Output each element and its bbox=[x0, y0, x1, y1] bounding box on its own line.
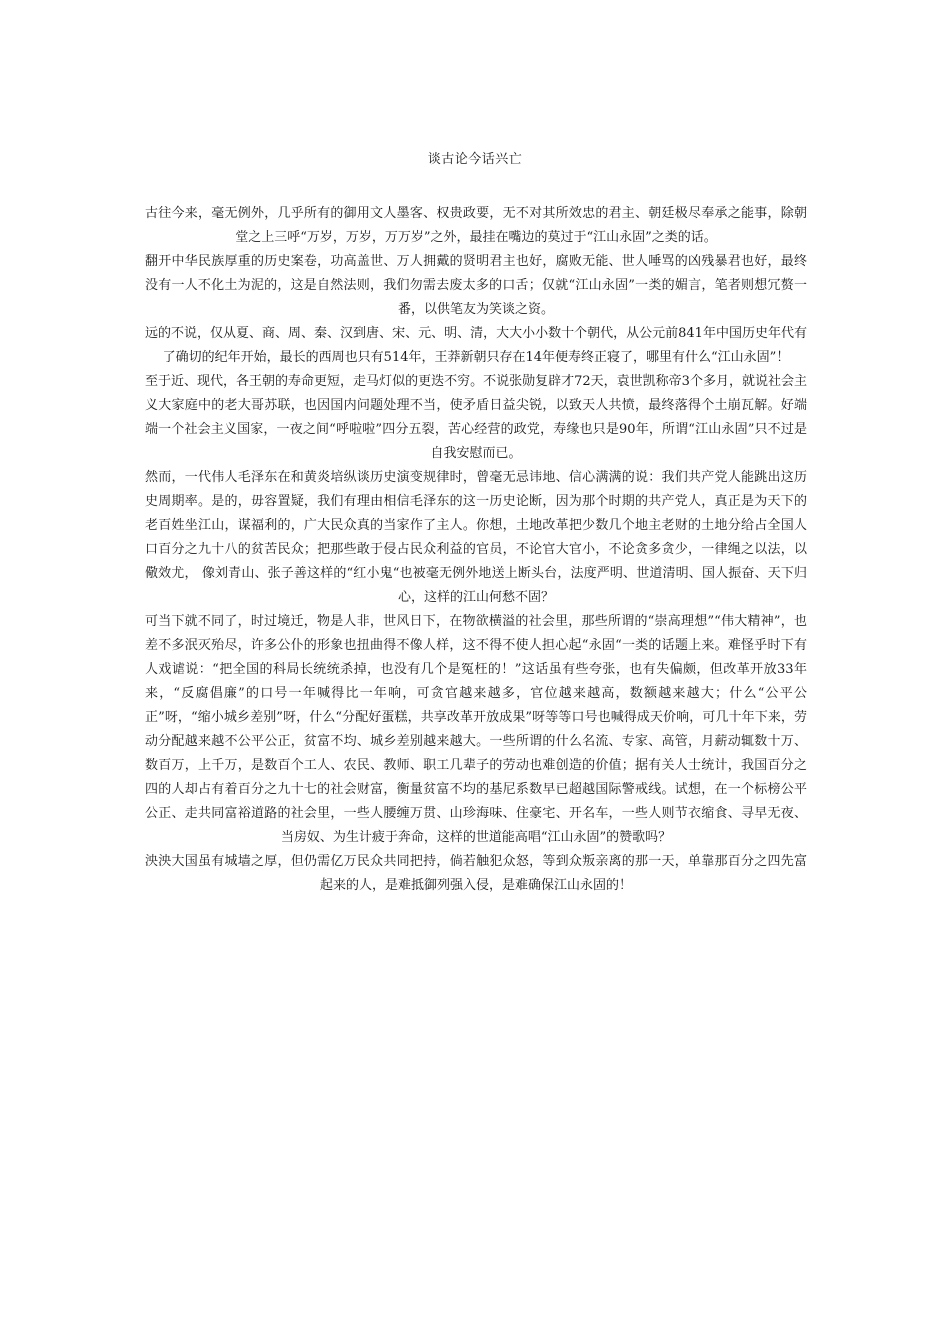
paragraph-4: 至于近、现代，各王朝的寿命更短，走马灯似的更迭不穷。不说张勋复辟才72天，袁世凯称帝3个多月，就说社会主义大家庭中的老大哥苏联，也因国内问题处理不当，使矛盾日益尖锐，以致天人共愤，最终落得个土崩瓦解。好端端一个社会主义国家，一夜之间“呼啦啦”四分五裂，苦心经营的政党，寿缘也只是90年，所谓“江山永固”只不过是自我安慰而已。 bbox=[145, 374, 807, 461]
paragraph-5: 然而，一代伟人毛泽东在和黄炎培纵谈历史演变规律时，曾毫无忌讳地、信心满满的说：我们共产党人能跳出这历史周期率。是的，毋容置疑，我们有理由相信毛泽东的这一历史论断，因为那个时期的共产党人，真正是为天下的老百姓坐江山，谋福利的，广大民众真的当家作了主人。你想，土地改革把少数几个地主老财的土地分给占全国人口百分之九十八的贫苦民众；把那些敢于侵占民众利益的官员，不论官大官小，不论贪多贪少，一律绳之以法，以儆效尤， 像刘青山、张子善这样的“红小鬼“也被毫无例外地送上断头台，法度严明、世道清明、国人振奋、天下归心，这样的江山何愁不固？ bbox=[145, 470, 807, 605]
paragraph-3: 远的不说，仅从夏、商、周、秦、汉到唐、宋、元、明、清，大大小小数十个朝代，从公元前841年中国历史年代有了确切的纪年开始，最长的西周也只有514年，王莽新朝只存在14年便寿终正寝了，哪里有什么“江山永固”！ bbox=[145, 326, 807, 365]
document-title: 谈古论今话兴亡 bbox=[427, 152, 523, 167]
paragraph-2: 翻开中华民族厚重的历史案卷，功高盖世、万人拥戴的贤明君主也好，腐败无能、世人唾骂的凶残暴君也好，最终没有一人不化土为泥的，这是自然法则，我们勿需去废太多的口舌；仅就“江山永固”一类的媚言，笔者则想冗赘一番，以供笔友为笑谈之资。 bbox=[145, 254, 807, 317]
paragraph-1: 古往今来，毫无例外，几乎所有的御用文人墨客、权贵政要，无不对其所效忠的君主、朝廷极尽奉承之能事，除朝堂之上三呼“万岁，万岁，万万岁”之外，最挂在嘴边的莫过于“江山永固”之类的话。 bbox=[145, 206, 807, 245]
document-body bbox=[145, 202, 807, 898]
paragraph-6: 可当下就不同了，时过境迁，物是人非，世风日下，在物欲横溢的社会里，那些所谓的“崇高理想”“伟大精神”，也差不多泯灭殆尽，许多公仆的形象也扭曲得不像人样，这不得不使人担心起“永固“一类的话题上来。难怪乎时下有人戏谑说：“把全国的科局长统统杀掉，也没有几个是冤枉的！”这话虽有些夸张，也有失偏颇，但改革开放33年来，“反腐倡廉”的口号一年喊得比一年响，可贪官越来越多，官位越来越高，数额越来越大；什么“公平公正”呀，“缩小城乡差别”呀，什么“分配好蛋糕，共享改革开放成果”呀等等口号也喊得成天价响，可几十年下来，劳动分配越来越不公平公正，贫富不均、城乡差别越来越大。一些所谓的什么名流、专家、高管，月薪动辄数十万、数百万，上千万，是数百个工人、农民、教师、职工几辈子的劳动也难创造的价值；据有关人士统计，我国百分之四的人却占有着百分之九十七的社会财富，衡量贫富不均的基尼系数早已超越国际警戒线。试想，在一个标榜公平公正、走共同富裕道路的社会里，一些人腰缠万贯、山珍海味、住豪宅、开名车，一些人则节衣缩食、寻早无夜、当房奴、为生计疲于奔命，这样的世道能高唱“江山永固”的赞歌吗？ bbox=[145, 614, 807, 845]
paragraph-7: 泱泱大国虽有城墙之厚，但仍需亿万民众共同把持，倘若触犯众怒，等到众叛亲离的那一天，单靠那百分之四先富起来的人，是难抵御列强入侵，是难确保江山永固的！ bbox=[145, 854, 807, 893]
